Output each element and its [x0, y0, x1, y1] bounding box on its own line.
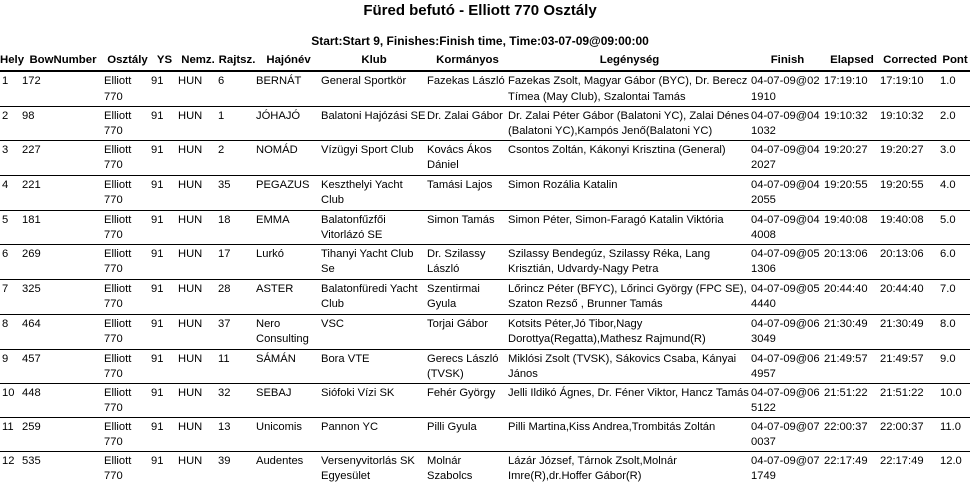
nation-cell: HUN — [178, 282, 203, 295]
ys-cell: 91 — [151, 247, 164, 260]
crew-cell: Miklósi Zsolt (TVSK), Sákovics Csaba, Kányai János — [508, 352, 737, 380]
place-cell: 7 — [2, 282, 9, 295]
bow-number-cell: 448 — [22, 386, 41, 399]
boat-name-cell: Audentes — [256, 454, 304, 467]
club-cell: Balatoni Hajózási SE — [321, 109, 426, 122]
finish-cell: 04-07-09@041032 — [751, 109, 820, 137]
crew-cell: Csontos Zoltán, Kákonyi Krisztina (General) — [508, 143, 726, 156]
place-cell: 9 — [2, 352, 9, 365]
elapsed-cell: 20:13:06 — [824, 247, 868, 260]
corrected-cell: 17:19:10 — [880, 75, 924, 87]
start-number-cell: 6 — [218, 75, 225, 87]
crew-cell: Simon Péter, Simon-Faragó Katalin Viktória — [508, 213, 724, 226]
table-body — [0, 71, 970, 487]
col-corrected-header: Corrected — [883, 53, 937, 66]
nation-cell: HUN — [178, 109, 203, 122]
club-cell: Versenyvitorlás SK Egyesület — [321, 454, 415, 482]
helmsman-cell: Kovács Ákos Dániel — [427, 143, 492, 171]
col-bownumber-header: BowNumber — [29, 53, 97, 66]
place-cell: 10 — [2, 386, 15, 399]
ys-cell: 91 — [151, 75, 164, 87]
points-cell: 7.0 — [940, 282, 956, 295]
col-legenyseg-header: Legénység — [599, 53, 660, 66]
class-cell: Elliott 770 — [104, 75, 132, 103]
corrected-cell: 19:40:08 — [880, 213, 924, 226]
club-cell: Balatonfűzfői Vitorlázó SE — [321, 213, 386, 241]
bow-number-cell: 464 — [22, 317, 41, 330]
elapsed-cell: 19:20:55 — [824, 178, 868, 191]
start-number-cell: 2 — [218, 143, 225, 156]
start-number-cell: 11 — [218, 352, 230, 365]
start-number-cell: 13 — [218, 420, 231, 433]
table-row — [0, 314, 970, 349]
bow-number-cell: 269 — [22, 247, 41, 260]
points-cell: 4.0 — [940, 178, 956, 191]
nation-cell: HUN — [178, 317, 203, 330]
class-cell: Elliott 770 — [104, 352, 132, 380]
ys-cell: 91 — [151, 352, 164, 365]
club-cell: Pannon YC — [321, 420, 379, 433]
place-cell: 12 — [2, 454, 15, 467]
nation-cell: HUN — [178, 386, 203, 399]
place-cell: 5 — [2, 213, 9, 226]
crew-cell: Jelli Ildikó Ágnes, Dr. Féner Viktor, Hancz Tamás — [508, 386, 749, 399]
points-cell: 10.0 — [940, 386, 962, 399]
elapsed-cell: 20:44:40 — [824, 282, 868, 295]
finish-cell: 04-07-09@042027 — [751, 143, 820, 171]
page-title: Füred befutó - Elliott 770 Osztály — [363, 2, 597, 19]
start-number-cell: 1 — [218, 109, 225, 122]
helmsman-cell: Simon Tamás — [427, 213, 495, 226]
finish-cell: 04-07-09@042055 — [751, 178, 820, 206]
finish-cell: 04-07-09@054440 — [751, 282, 820, 310]
start-number-cell: 39 — [218, 454, 231, 467]
class-cell: Elliott 770 — [104, 454, 132, 482]
col-pont-header: Pont — [942, 53, 968, 66]
class-cell: Elliott 770 — [104, 317, 132, 345]
table-row — [0, 175, 970, 210]
boat-name-cell: PEGAZUS — [256, 178, 310, 191]
boat-name-cell: Unicomis — [256, 420, 303, 433]
crew-cell: Kotsits Péter,Jó Tibor,Nagy Dorottya(Regatta),Mathesz Rajmund(R) — [508, 317, 706, 345]
corrected-cell: 21:51:22 — [880, 386, 924, 399]
helmsman-cell: Torjai Gábor — [427, 317, 488, 330]
finish-cell: 04-07-09@021910 — [751, 75, 820, 103]
ys-cell: 91 — [151, 282, 164, 295]
bow-number-cell: 172 — [22, 75, 41, 87]
finish-cell: 04-07-09@070037 — [751, 420, 820, 448]
club-cell: General Sportkör — [321, 75, 407, 87]
helmsman-cell: Dr. Szilassy László — [427, 247, 486, 275]
place-cell: 8 — [2, 317, 9, 330]
points-cell: 8.0 — [940, 317, 956, 330]
boat-name-cell: BERNÁT — [256, 75, 302, 87]
points-cell: 3.0 — [940, 143, 956, 156]
helmsman-cell: Fazekas László — [427, 75, 505, 87]
helmsman-cell: Pilli Gyula — [427, 420, 477, 433]
club-cell: Vízügyi Sport Club — [321, 143, 414, 156]
club-cell: Tihanyi Yacht Club Se — [321, 247, 414, 275]
helmsman-cell: Fehér György — [427, 386, 496, 399]
points-cell: 11.0 — [940, 420, 961, 433]
club-cell: Balatonfüredi Yacht Club — [321, 282, 418, 310]
bow-number-cell: 98 — [22, 109, 35, 122]
boat-name-cell: ASTER — [256, 282, 294, 295]
col-osztaly-header: Osztály — [107, 53, 148, 66]
bow-number-cell: 535 — [22, 454, 41, 467]
start-number-cell: 37 — [218, 317, 231, 330]
col-hajonev-header: Hajónév — [266, 53, 311, 66]
crew-cell: Szilassy Bendegúz, Szilassy Réka, Lang Krisztián, Udvardy-Nagy Petra — [508, 247, 711, 275]
table-row — [0, 210, 970, 244]
points-cell: 6.0 — [940, 247, 956, 260]
finish-cell: 04-07-09@044008 — [751, 213, 820, 241]
elapsed-cell: 22:00:37 — [824, 420, 868, 433]
corrected-cell: 21:49:57 — [880, 352, 924, 365]
points-cell: 2.0 — [940, 109, 956, 122]
boat-name-cell: Nero Consulting — [256, 317, 309, 345]
boat-name-cell: Lurkó — [256, 247, 284, 260]
ys-cell: 91 — [151, 109, 164, 122]
boat-name-cell: JÓHAJÓ — [256, 109, 301, 122]
nation-cell: HUN — [178, 247, 203, 260]
nation-cell: HUN — [178, 143, 203, 156]
race-subtitle: Start:Start 9, Finishes:Finish time, Time:03-07-09@09:00:00 — [311, 34, 649, 48]
points-cell: 1.0 — [940, 75, 956, 87]
helmsman-cell: Szentirmai Gyula — [427, 282, 480, 310]
col-rajtsz-header: Rajtsz. — [218, 53, 256, 66]
table-row — [0, 417, 970, 451]
ys-cell: 91 — [151, 213, 164, 226]
bow-number-cell: 227 — [22, 143, 41, 156]
ys-cell: 91 — [151, 143, 164, 156]
elapsed-cell: 19:10:32 — [824, 109, 868, 122]
bow-number-cell: 181 — [22, 213, 41, 226]
start-number-cell: 35 — [218, 178, 231, 191]
crew-cell: Fazekas Zsolt, Magyar Gábor (BYC), Dr. Berecz Tímea (May Club), Szalontai Tamás — [508, 75, 748, 103]
place-cell: 11 — [2, 420, 14, 433]
class-cell: Elliott 770 — [104, 247, 132, 275]
col-ys-header: YS — [156, 53, 173, 66]
col-klub-header: Klub — [361, 53, 387, 66]
elapsed-cell: 19:20:27 — [824, 143, 868, 156]
elapsed-cell: 21:30:49 — [824, 317, 868, 330]
crew-cell: Lőrincz Péter (BFYC), Lőrinci György (FPC SE), Szaton Rezső , Brunner Tamás — [508, 282, 747, 310]
start-number-cell: 28 — [218, 282, 231, 295]
table-row — [0, 140, 970, 175]
col-kormanyos-header: Kormányos — [436, 53, 499, 66]
corrected-cell: 19:20:27 — [880, 143, 924, 156]
elapsed-cell: 21:51:22 — [824, 386, 868, 399]
club-cell: Keszthelyi Yacht Club — [321, 178, 403, 206]
table-row — [0, 71, 970, 106]
points-cell: 5.0 — [940, 213, 956, 226]
crew-cell: Pilli Martina,Kiss Andrea,Trombitás Zoltán — [508, 420, 716, 433]
corrected-cell: 19:10:32 — [880, 109, 924, 122]
boat-name-cell: SÁMÁN — [256, 352, 296, 365]
table-row — [0, 383, 970, 417]
place-cell: 1 — [2, 75, 9, 87]
boat-name-cell: EMMA — [256, 213, 290, 226]
start-number-cell: 32 — [218, 386, 231, 399]
col-finish-header: Finish — [770, 53, 805, 66]
helmsman-cell: Molnár Szabolcs — [427, 454, 473, 482]
boat-name-cell: NOMÁD — [256, 143, 298, 156]
class-cell: Elliott 770 — [104, 178, 132, 206]
crew-cell: Dr. Zalai Péter Gábor (Balatoni YC), Zalai Dénes (Balatoni YC),Kampós Jenő(Balatoni YC) — [508, 109, 750, 137]
nation-cell: HUN — [178, 420, 203, 433]
table-row — [0, 244, 970, 279]
class-cell: Elliott 770 — [104, 213, 132, 241]
points-cell: 9.0 — [940, 352, 956, 365]
class-cell: Elliott 770 — [104, 282, 132, 310]
start-number-cell: 18 — [218, 213, 231, 226]
corrected-cell: 20:44:40 — [880, 282, 924, 295]
corrected-cell: 22:00:37 — [880, 420, 924, 433]
results-table — [0, 51, 970, 487]
class-cell: Elliott 770 — [104, 143, 132, 171]
crew-cell: Simon Rozália Katalin — [508, 178, 618, 191]
nation-cell: HUN — [178, 213, 203, 226]
nation-cell: HUN — [178, 178, 203, 191]
finish-cell: 04-07-09@064957 — [751, 352, 820, 380]
col-nemz-header: Nemz. — [181, 53, 215, 66]
col-elapsed-header: Elapsed — [830, 53, 874, 66]
club-cell: Bora VTE — [321, 352, 370, 365]
table-header — [0, 51, 970, 71]
ys-cell: 91 — [151, 454, 164, 467]
place-cell: 4 — [2, 178, 9, 191]
helmsman-cell: Tamási Lajos — [427, 178, 493, 191]
club-cell: Siófoki Vízi SK — [321, 386, 395, 399]
finish-cell: 04-07-09@063049 — [751, 317, 820, 345]
ys-cell: 91 — [151, 178, 164, 191]
bow-number-cell: 325 — [22, 282, 41, 295]
finish-cell: 04-07-09@065122 — [751, 386, 820, 414]
table-row — [0, 106, 970, 140]
helmsman-cell: Gerecs László (TVSK) — [427, 352, 499, 380]
club-cell: VSC — [321, 317, 345, 330]
crew-cell: Lázár József, Tárnok Zsolt,Molnár Imre(R),dr.Hoffer Gábor(R) — [508, 454, 677, 482]
bow-number-cell: 259 — [22, 420, 41, 433]
corrected-cell: 20:13:06 — [880, 247, 924, 260]
table-row — [0, 451, 970, 487]
bow-number-cell: 457 — [22, 352, 41, 365]
table-row — [0, 349, 970, 383]
class-cell: Elliott 770 — [104, 109, 132, 137]
place-cell: 2 — [2, 109, 9, 122]
bow-number-cell: 221 — [22, 178, 41, 191]
finish-cell: 04-07-09@071749 — [751, 454, 820, 482]
helmsman-cell: Dr. Zalai Gábor — [427, 109, 503, 122]
finish-cell: 04-07-09@051306 — [751, 247, 820, 275]
ys-cell: 91 — [151, 386, 164, 399]
start-number-cell: 17 — [218, 247, 231, 260]
boat-name-cell: SEBAJ — [256, 386, 292, 399]
place-cell: 6 — [2, 247, 9, 260]
elapsed-cell: 21:49:57 — [824, 352, 868, 365]
nation-cell: HUN — [178, 454, 203, 467]
place-cell: 3 — [2, 143, 9, 156]
elapsed-cell: 19:40:08 — [824, 213, 868, 226]
corrected-cell: 22:17:49 — [880, 454, 924, 467]
elapsed-cell: 22:17:49 — [824, 454, 868, 467]
elapsed-cell: 17:19:10 — [824, 75, 868, 87]
class-cell: Elliott 770 — [104, 386, 132, 414]
col-hely-header: Hely — [0, 53, 25, 66]
corrected-cell: 21:30:49 — [880, 317, 924, 330]
nation-cell: HUN — [178, 75, 203, 87]
ys-cell: 91 — [151, 317, 164, 330]
class-cell: Elliott 770 — [104, 420, 132, 448]
ys-cell: 91 — [151, 420, 164, 433]
table-row — [0, 279, 970, 314]
corrected-cell: 19:20:55 — [880, 178, 924, 191]
points-cell: 12.0 — [940, 454, 962, 467]
nation-cell: HUN — [178, 352, 203, 365]
